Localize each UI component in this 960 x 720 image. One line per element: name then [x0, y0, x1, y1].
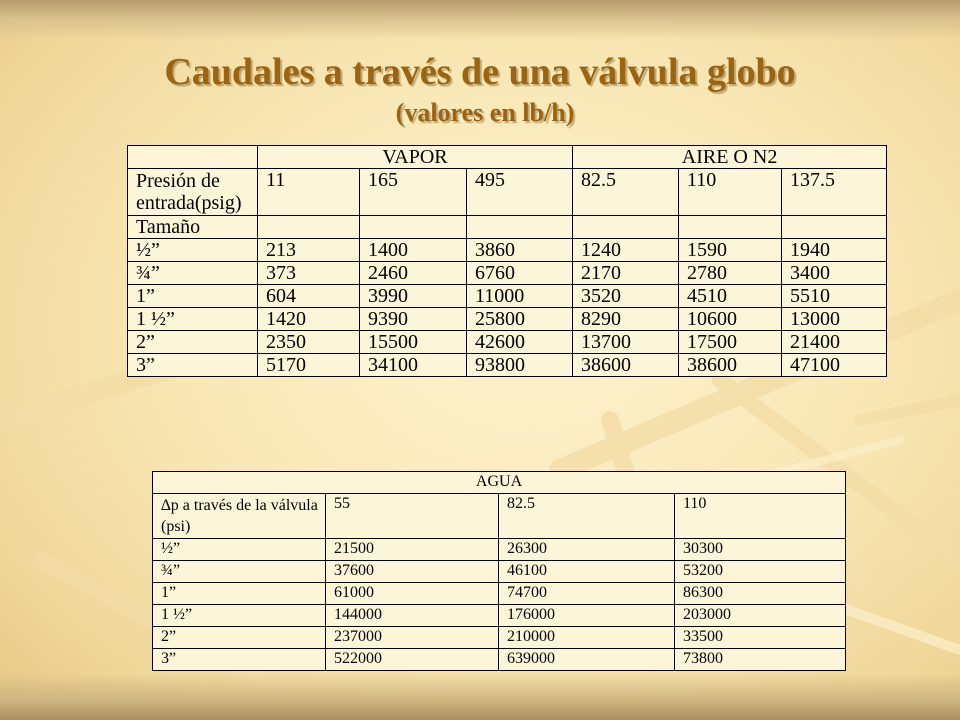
value-cell: 15500: [360, 331, 467, 354]
value-cell: 21500: [326, 539, 499, 561]
group-header-agua: AGUA: [153, 472, 846, 494]
value-cell: 604: [258, 285, 360, 308]
value-cell: 1590: [679, 239, 782, 262]
value-cell: 53200: [675, 561, 846, 583]
table-row: [153, 561, 846, 583]
group-header-aire-n2: AIRE O N2: [573, 146, 887, 169]
value-cell: 13000: [782, 308, 887, 331]
pressure-cell: 165: [360, 169, 467, 216]
value-cell: 3400: [782, 262, 887, 285]
pressure-cell: 11: [258, 169, 360, 216]
size-cell: 3”: [128, 354, 258, 377]
value-cell: 10600: [679, 308, 782, 331]
table-row: [153, 583, 846, 605]
value-cell: 5170: [258, 354, 360, 377]
value-cell: 2170: [573, 262, 679, 285]
pressure-label: Presión de entrada(psig): [128, 169, 258, 216]
empty-cell: [258, 216, 360, 239]
value-cell: 639000: [499, 649, 675, 671]
empty-cell: [679, 216, 782, 239]
value-cell: 11000: [467, 285, 573, 308]
group-header-vapor: VAPOR: [258, 146, 573, 169]
value-cell: 144000: [326, 605, 499, 627]
value-cell: 373: [258, 262, 360, 285]
value-cell: 46100: [499, 561, 675, 583]
size-cell: 1”: [128, 285, 258, 308]
value-cell: 522000: [326, 649, 499, 671]
value-cell: 26300: [499, 539, 675, 561]
pressure-cell: 55: [326, 494, 499, 539]
value-cell: 5510: [782, 285, 887, 308]
value-cell: 21400: [782, 331, 887, 354]
empty-cell: [573, 216, 679, 239]
value-cell: 3520: [573, 285, 679, 308]
value-cell: 2780: [679, 262, 782, 285]
pressure-cell: 82.5: [573, 169, 679, 216]
gas-flow-table: [127, 145, 887, 377]
value-cell: 38600: [573, 354, 679, 377]
value-cell: 1420: [258, 308, 360, 331]
size-cell: 2”: [153, 627, 326, 649]
pressure-cell: 137.5: [782, 169, 887, 216]
table-row: [128, 285, 887, 308]
value-cell: 34100: [360, 354, 467, 377]
value-cell: 2460: [360, 262, 467, 285]
value-cell: 73800: [675, 649, 846, 671]
value-cell: 176000: [499, 605, 675, 627]
value-cell: 33500: [675, 627, 846, 649]
size-cell: ¾”: [153, 561, 326, 583]
value-cell: 1400: [360, 239, 467, 262]
value-cell: 6760: [467, 262, 573, 285]
pressure-label: ∆p a través de la válvula (psi): [153, 494, 326, 539]
value-cell: 61000: [326, 583, 499, 605]
value-cell: 17500: [679, 331, 782, 354]
table-row: [128, 308, 887, 331]
value-cell: 210000: [499, 627, 675, 649]
slide-subtitle: (valores en lb/h): [395, 98, 575, 127]
pressure-cell: 110: [679, 169, 782, 216]
size-cell: 2”: [128, 331, 258, 354]
table-row: [153, 605, 846, 627]
size-cell: 1 ½”: [153, 605, 326, 627]
size-label: Tamaño: [128, 216, 258, 239]
table-row: [153, 539, 846, 561]
value-cell: 47100: [782, 354, 887, 377]
value-cell: 37600: [326, 561, 499, 583]
table-row: [128, 239, 887, 262]
table-row: [128, 354, 887, 377]
bottom-shade-band: [0, 674, 960, 720]
value-cell: 3990: [360, 285, 467, 308]
pressure-cell: 82.5: [499, 494, 675, 539]
size-label-row: [128, 216, 887, 239]
value-cell: 8290: [573, 308, 679, 331]
value-cell: 93800: [467, 354, 573, 377]
table-header-row: [128, 146, 887, 169]
table-row: [128, 331, 887, 354]
value-cell: 213: [258, 239, 360, 262]
table-header-row: [153, 472, 846, 494]
value-cell: 30300: [675, 539, 846, 561]
value-cell: 25800: [467, 308, 573, 331]
table-corner-cell: [128, 146, 258, 169]
size-cell: 1 ½”: [128, 308, 258, 331]
value-cell: 86300: [675, 583, 846, 605]
water-flow-table: [152, 471, 846, 671]
size-cell: 3”: [153, 649, 326, 671]
size-cell: ½”: [128, 239, 258, 262]
value-cell: 4510: [679, 285, 782, 308]
value-cell: 2350: [258, 331, 360, 354]
value-cell: 9390: [360, 308, 467, 331]
value-cell: 3860: [467, 239, 573, 262]
value-cell: 203000: [675, 605, 846, 627]
pressure-row: [128, 169, 887, 216]
top-shade-band: [0, 0, 960, 40]
table-row: [153, 649, 846, 671]
value-cell: 237000: [326, 627, 499, 649]
value-cell: 1240: [573, 239, 679, 262]
table-row: [153, 627, 846, 649]
size-cell: ¾”: [128, 262, 258, 285]
value-cell: 13700: [573, 331, 679, 354]
table-row: [128, 262, 887, 285]
value-cell: 38600: [679, 354, 782, 377]
size-cell: ½”: [153, 539, 326, 561]
value-cell: 1940: [782, 239, 887, 262]
size-cell: 1”: [153, 583, 326, 605]
pressure-cell: 495: [467, 169, 573, 216]
empty-cell: [360, 216, 467, 239]
slide-title: Caudales a través de una válvula globo: [164, 51, 796, 93]
value-cell: 74700: [499, 583, 675, 605]
pressure-cell: 110: [675, 494, 846, 539]
pressure-row: [153, 494, 846, 539]
empty-cell: [782, 216, 887, 239]
empty-cell: [467, 216, 573, 239]
value-cell: 42600: [467, 331, 573, 354]
